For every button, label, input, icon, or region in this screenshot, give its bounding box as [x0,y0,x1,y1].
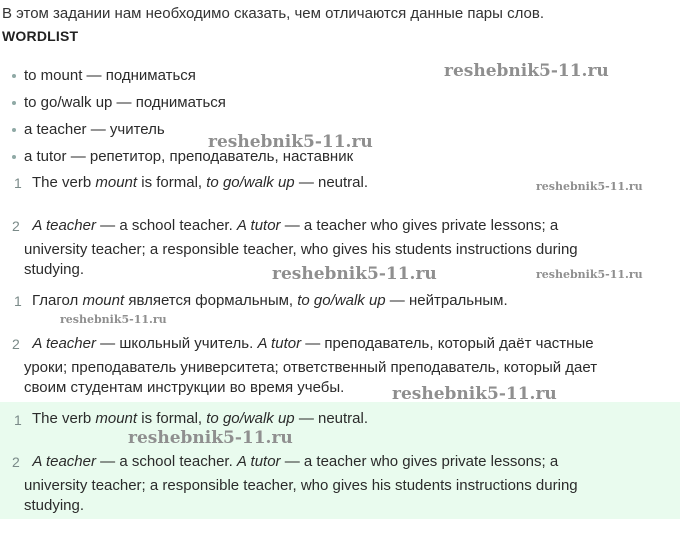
item-number: 1 [14,412,22,428]
watermark: reshebnik5-11.ru [392,384,557,404]
watermark: reshebnik5-11.ru [272,264,437,284]
watermark: reshebnik5-11.ru [536,268,643,281]
answer-en-1: The verb mount is formal, to go/walk up — neutral. [32,174,369,191]
list-item: a teacher — учитель [12,116,612,143]
list-item: to mount — подниматься [12,62,612,89]
bullet-icon [12,74,16,78]
answer-en-1-highlight: The verb mount is formal, to go/walk up — neutral. [32,410,369,427]
answer-en-2-highlight: A teacher — a school teacher. A tutor — a teacher who gives private lessons; a university teacher; a responsible teacher, who gives his students instructions during studying. [24,453,578,514]
item-number: 1 [14,175,22,191]
watermark: reshebnik5-11.ru [208,132,373,152]
bullet-icon [12,155,16,159]
item-number: 2 [12,218,20,234]
bullet-icon [12,101,16,105]
watermark: reshebnik5-11.ru [536,180,643,193]
wordlist-heading: WORDLIST [2,28,79,44]
answer-ru-1: Глагол mount является формальным, to go/walk up — нейтральным. [32,292,508,309]
watermark: reshebnik5-11.ru [60,313,167,326]
watermark: reshebnik5-11.ru [128,428,293,448]
item-number: 2 [12,454,20,470]
answer-ru-2: A teacher — школьный учитель. A tutor — преподаватель, который даёт частные уроки; преподаватель университета; ответственный преподаватель, который дает своим студентам инструкции во время учебы. [24,335,598,396]
item-number: 2 [12,336,20,352]
intro-text: В этом задании нам необходимо сказать, чем отличаются данные пары слов. [2,5,544,22]
bullet-icon [12,128,16,132]
list-item: to go/walk up — подниматься [12,89,612,116]
list-item: a tutor — репетитор, преподаватель, наставник [12,143,612,170]
answer-en-2: A teacher — a school teacher. A tutor — a teacher who gives private lessons; a university teacher; a responsible teacher, who gives his students instructions during studying. [24,217,578,278]
watermark: reshebnik5-11.ru [444,61,609,81]
item-number: 1 [14,293,22,309]
